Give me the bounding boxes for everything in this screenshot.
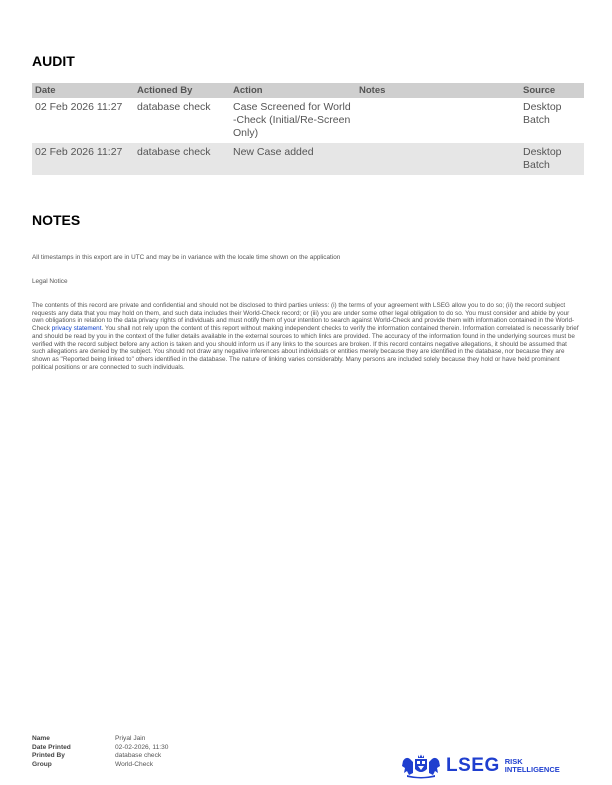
footer-date-row — [32, 744, 168, 753]
lseg-wordmark: LSEG — [446, 755, 500, 776]
tagline-line-2: INTELLIGENCE — [504, 765, 560, 774]
footer-date-label: Date Printed — [32, 743, 71, 751]
cell-notes — [356, 98, 520, 143]
legal-text-part-1: The contents of this record are private and confidential and should not be disclosed to third parties unless: (i) the terms of your agreement with LSEG allow you to do so; (ii) the record subject requests any data that you may hold on them, and such data includes their World-Check record; or (iii) you are under some other legal obligation to do so. You must consider and abide by your own obligations in relation to the data privacy rights of individuals and must notify them of your intention to search against World-Check and provide them with information contained in the World-Check — [32, 302, 575, 333]
print-footer — [32, 735, 168, 769]
tagline-line-1: RISK — [504, 757, 523, 766]
footer-printed-by-value: database check — [115, 752, 162, 760]
table-row — [32, 143, 584, 175]
audit-title: AUDIT — [32, 53, 75, 69]
legal-text-part-2: . You shall not rely upon the content of this report without making independent checks to verify the information contained therein. Information correlated is necessarily brief and should be read by you in the context of the fuller details available in the external sources to which links are provided. The accuracy of the information found in the underlying sources must be verified with the record subject before any action is taken and you should inform us if any links to the sources are broken. If this record contains negative allegations, it should be assumed that such allegations are denied by the subject. You should not draw any negative inferences about individuals or entities merely because they are identified in the database, nor because they are shown as "Reported being linked to" others identified in the database. The nature of linking varies considerably. Many persons are included solely because they hold or have held prominent political positions or are connected to such individuals. — [32, 325, 579, 371]
column-header-notes: Notes — [356, 83, 520, 98]
audit-header-row — [32, 83, 584, 98]
footer-printed-by-row — [32, 752, 168, 761]
footer-group-value: World-Check — [115, 760, 153, 768]
audit-table — [32, 83, 584, 175]
cell-source: Desktop Batch — [520, 143, 584, 175]
cell-source: Desktop Batch — [520, 98, 584, 143]
risk-intelligence-tagline — [505, 758, 560, 774]
column-header-date: Date — [32, 83, 134, 98]
legal-notice-title: Legal Notice — [32, 278, 68, 285]
cell-date: 02 Feb 2026 11:27 — [32, 143, 134, 175]
notes-title: NOTES — [32, 212, 81, 228]
timestamps-note: All timestamps in this export are in UTC and may be in variance with the locale time shown on the application — [32, 254, 341, 261]
privacy-statement-link[interactable]: privacy statement — [51, 325, 102, 333]
lion-unicorn-crest-icon — [401, 753, 441, 779]
column-header-source: Source — [520, 83, 584, 98]
column-header-action: Action — [230, 83, 356, 98]
footer-group-label: Group — [32, 760, 52, 768]
footer-date-value: 02-02-2026, 11:30 — [115, 743, 169, 751]
table-row — [32, 98, 584, 143]
footer-name-row — [32, 735, 168, 744]
column-header-actioned-by: Actioned By — [134, 83, 230, 98]
cell-notes — [356, 143, 520, 175]
footer-name-value: Priyal Jain — [115, 735, 146, 742]
footer-name-label: Name — [32, 735, 50, 742]
footer-group-row — [32, 761, 168, 770]
lseg-logo — [401, 752, 571, 780]
cell-actioned-by: database check — [134, 98, 230, 143]
cell-date: 02 Feb 2026 11:27 — [32, 98, 134, 143]
legal-notice-body — [32, 302, 580, 371]
cell-actioned-by: database check — [134, 143, 230, 175]
footer-printed-by-label: Printed By — [32, 752, 65, 760]
cell-action: Case Screened for World-Check (Initial/Re-Screen Only) — [230, 98, 356, 143]
cell-action: New Case added — [230, 143, 356, 175]
